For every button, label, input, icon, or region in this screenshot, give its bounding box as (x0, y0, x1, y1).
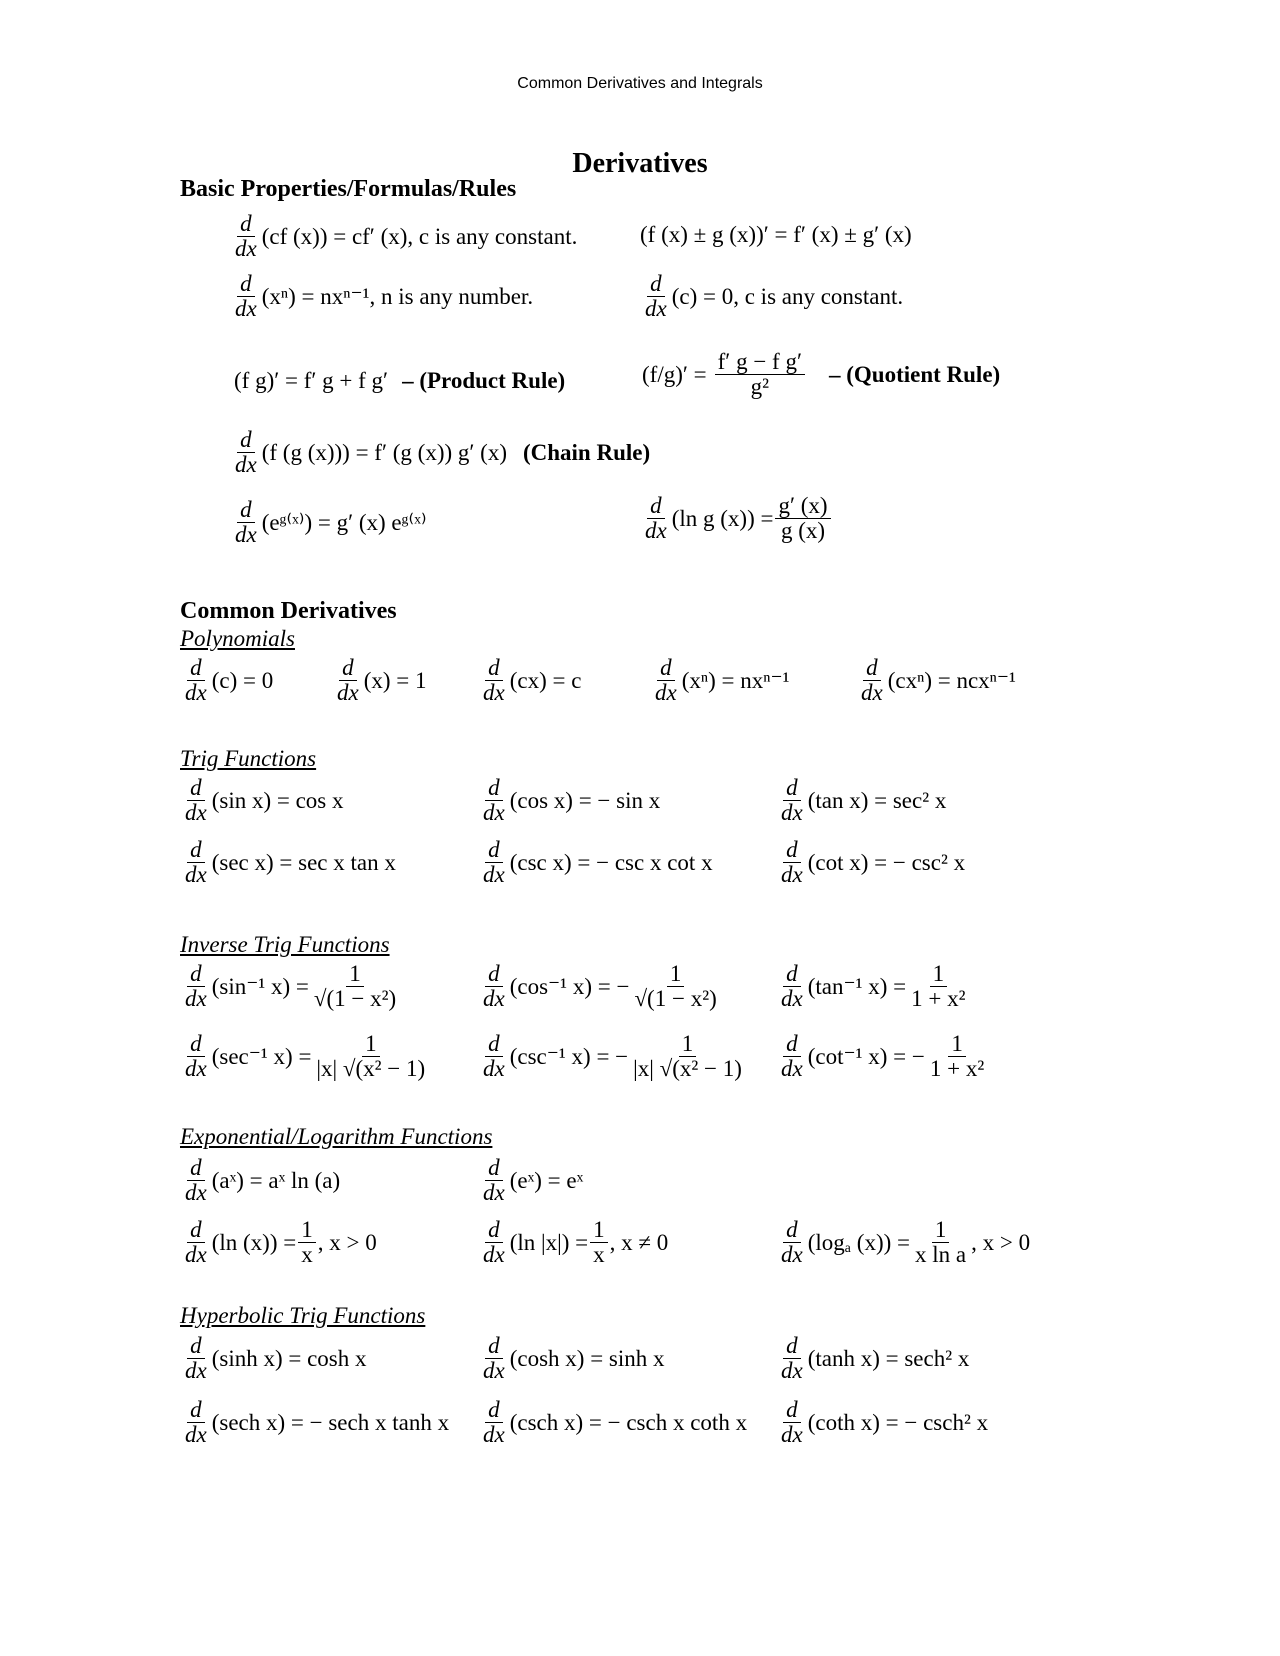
subsection-inverse-trig: Inverse Trig Functions (180, 932, 390, 957)
hyp-sech: $\frac{d}{dx}$ (sech x) = − sech x tanh x (185, 1397, 450, 1448)
page-title: Derivatives (572, 148, 708, 179)
rule-sum-difference: (f (x) ± g (x))′ = f′ (x) ± g′ (x) (640, 222, 912, 247)
trig-sec: $\frac{d}{dx}$ (sec x) = sec x tan x (185, 837, 396, 888)
inv-trig-arccsc: $\frac{d}{dx}$ (csc⁻¹ x) = − $\frac{1}{\text{|x| √(x² − 1)}}$ (483, 1031, 742, 1082)
trig-cos: $\frac{d}{dx}$ (cos x) = − sin x (483, 775, 661, 826)
subsection-hyperbolic: Hyperbolic Trig Functions (180, 1303, 426, 1328)
poly-x: $\frac{d}{dx}$ (x) = 1 (337, 655, 427, 706)
hyp-sinh: $\frac{d}{dx}$ (sinh x) = cosh x (185, 1333, 367, 1384)
poly-cx: $\frac{d}{dx}$ (cx) = c (483, 655, 582, 706)
inv-trig-arctan: $\frac{d}{dx}$ (tan⁻¹ x) = $\frac{1}{\text{1 + x²}}$ (781, 961, 966, 1012)
poly-cxn: $\frac{d}{dx}$ (cxⁿ) = ncxⁿ⁻¹ (861, 655, 1016, 706)
rule-quotient: (f/g)′ = $\frac{\text{f′ g − f g′}}{\text{g²}}$ – (Quotient Rule) (642, 349, 1001, 400)
rule-constant: $\frac{d}{dx}$ (c) = 0 , c is any constant. (640, 272, 903, 321)
hyp-tanh: $\frac{d}{dx}$ (tanh x) = sech² x (781, 1333, 970, 1384)
exp-a-power: $\frac{d}{dx}$ (aˣ) = aˣ ln (a) (185, 1155, 341, 1206)
rule-chain: $\frac{d}{dx}$ (f (g (x))) = f′ (g (x)) g′ (x) (Chain Rule) (230, 428, 650, 477)
derivative-operator: $\frac{d}{dx}$ (645, 271, 667, 322)
inv-trig-arccot: $\frac{d}{dx}$ (cot⁻¹ x) = − $\frac{1}{\text{1 + x²}}$ (781, 1031, 985, 1082)
subsection-polynomials: Polynomials (180, 626, 295, 651)
trig-tan: $\frac{d}{dx}$ (tan x) = sec² x (781, 775, 947, 826)
trig-csc: $\frac{d}{dx}$ (csc x) = − csc x cot x (483, 837, 713, 888)
hyp-cosh: $\frac{d}{dx}$ (cosh x) = sinh x (483, 1333, 665, 1384)
section-basic-heading: Basic Properties/Formulas/Rules (180, 176, 517, 202)
log-base-a: $\frac{d}{dx}$ (logₐ (x)) = $\frac{1}{\text{x ln a}}$ , x > 0 (781, 1217, 1031, 1268)
rule-product: (f g)′ = f′ g + f g′ – (Product Rule) (234, 368, 566, 393)
poly-constant: $\frac{d}{dx}$ (c) = 0 (185, 655, 274, 706)
subsection-trig: Trig Functions (180, 746, 317, 771)
derivative-operator: $\frac{d}{dx}$ (235, 497, 257, 548)
subsection-exp-log: Exponential/Logarithm Functions (180, 1124, 493, 1149)
page-header: Common Derivatives and Integrals (517, 75, 763, 92)
derivative-operator: $\frac{d}{dx}$ (235, 271, 257, 322)
section-common-heading: Common Derivatives (180, 598, 397, 624)
rule-ln-chain: $\frac{d}{dx}$ (ln g (x)) = $\frac{g' (x)}{g (x)}$ (640, 494, 833, 543)
derivative-operator: $\frac{d}{dx}$ (235, 211, 257, 262)
log-ln-x: $\frac{d}{dx}$ (ln (x)) = $\frac{1}{x}$ , x > 0 (185, 1217, 377, 1268)
trig-sin: $\frac{d}{dx}$ (sin x) = cos x (185, 775, 344, 826)
rule-exp-chain: $\frac{d}{dx}$ (eᵍ⁽ˣ⁾) = g′ (x) eᵍ⁽ˣ⁾ (230, 498, 427, 547)
poly-xn: $\frac{d}{dx}$ (xⁿ) = nxⁿ⁻¹ (655, 655, 790, 706)
derivative-operator: $\frac{d}{dx}$ (645, 493, 667, 544)
log-ln-abs-x: $\frac{d}{dx}$ (ln |x|) = $\frac{1}{x}$ , x ≠ 0 (483, 1217, 669, 1268)
trig-cot: $\frac{d}{dx}$ (cot x) = − csc² x (781, 837, 966, 888)
derivative-operator: $\frac{d}{dx}$ (235, 427, 257, 478)
inv-trig-arccos: $\frac{d}{dx}$ (cos⁻¹ x) = − $\frac{1}{\text{√(1 − x²)}}$ (483, 961, 717, 1012)
inv-trig-arcsin: $\frac{d}{dx}$ (sin⁻¹ x) = $\frac{1}{\text{√(1 − x²)}}$ (185, 961, 397, 1012)
hyp-coth: $\frac{d}{dx}$ (coth x) = − csch² x (781, 1397, 989, 1448)
exp-e-power: $\frac{d}{dx}$ (eˣ) = eˣ (483, 1155, 584, 1206)
rule-power: $\frac{d}{dx}$ (xⁿ) = nxⁿ⁻¹ , n is any number. (230, 272, 533, 321)
hyp-csch: $\frac{d}{dx}$ (csch x) = − csch x coth x (483, 1397, 748, 1448)
rule-constant-multiple: $\frac{d}{dx}$ (cf (x)) = cf′ (x) , c is any constant. (230, 212, 577, 261)
inv-trig-arcsec: $\frac{d}{dx}$ (sec⁻¹ x) = $\frac{1}{\text{|x| √(x² − 1)}}$ (185, 1031, 426, 1082)
